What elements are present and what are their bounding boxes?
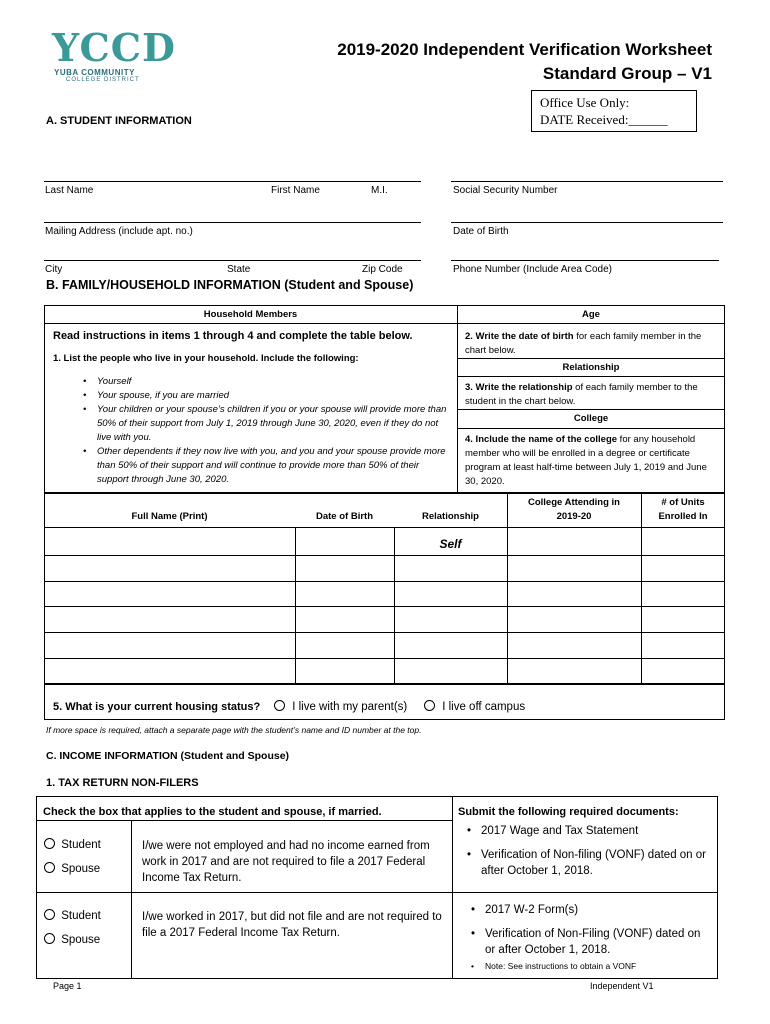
section-a-heading: A. STUDENT INFORMATION	[46, 115, 192, 127]
row2-left-line	[44, 222, 421, 223]
row1-documents	[481, 823, 713, 879]
office-use-label: Office Use Only:	[540, 95, 630, 110]
bullet-children: • Your children or your spouse’s children if you or your spouse will provide more than 50% of their support from July 1, 2019 through June 30, 2020, even if they do not live with you.	[97, 403, 453, 445]
radio-live-off-campus[interactable]	[424, 700, 435, 711]
housing-option-off-campus[interactable]	[424, 700, 525, 713]
row2-right-line	[451, 222, 723, 223]
table-row[interactable]	[45, 556, 725, 581]
table-row[interactable]	[45, 607, 725, 632]
instructions-main: Read instructions in items 1 through 4 and complete the table below.	[53, 330, 413, 342]
income-col-divider-1	[131, 820, 132, 979]
relationship-header: Relationship	[562, 362, 620, 373]
mi-label: M.I.	[371, 185, 388, 196]
first-name-label: First Name	[271, 185, 320, 196]
income-right-header: Submit the following required documents:	[458, 806, 679, 818]
city-label: City	[45, 264, 63, 275]
dob-label: Date of Birth	[453, 226, 509, 237]
logo-line2: COLLEGE DISTRICT	[66, 77, 140, 83]
instructions-divider	[457, 305, 458, 493]
radio-row1-student[interactable]	[44, 838, 55, 849]
more-space-note: If more space is required, attach a separate page with the student’s name and ID number at the top.	[46, 725, 422, 735]
radio-row2-student[interactable]	[44, 909, 55, 920]
college-logo	[52, 25, 192, 90]
row3-right-line	[451, 260, 719, 261]
item4-rest: for any household member who will be enrolled in a degree or certificate program at least half-time between July 1, 2019 and June 30, 2020.	[465, 434, 707, 487]
section-b-heading: B. FAMILY/HOUSEHOLD INFORMATION (Student and Spouse)	[46, 278, 414, 292]
tax-non-filers-heading: 1. TAX RETURN NON-FILERS	[46, 777, 199, 789]
table-row[interactable]	[45, 659, 725, 684]
mailing-address-label: Mailing Address (include apt. no.)	[45, 226, 193, 237]
row2-doc-note: • Note: See instructions to obtain a VONF	[485, 960, 713, 972]
household-bullets	[97, 375, 453, 487]
zip-label: Zip Code	[362, 264, 403, 275]
household-members-header: Household Members	[203, 309, 298, 320]
row1-student-option[interactable]	[44, 838, 101, 851]
row3-left-line	[44, 260, 421, 261]
income-col-divider-2	[452, 796, 453, 979]
radio-live-with-parents[interactable]	[274, 700, 285, 711]
row1-doc-2: • Verification of Non-filing (VONF) dated on or after October 1, 2018.	[481, 847, 713, 879]
radio-row2-spouse[interactable]	[44, 933, 55, 944]
row2-description: I/we worked in 2017, but did not file and are not required to file a 2017 Federal Income Tax Return.	[142, 911, 442, 939]
row2-documents	[485, 902, 713, 972]
radio-row1-spouse[interactable]	[44, 862, 55, 873]
row2-spouse-option[interactable]	[44, 933, 100, 946]
age-header: Age	[582, 309, 600, 320]
col-header-college: College Attending in 2019-20	[527, 497, 620, 522]
phone-label: Phone Number (Include Area Code)	[453, 264, 612, 275]
page-title-line1: 2019-2020 Independent Verification Worksheet	[337, 40, 712, 59]
bullet-other-dependents: • Other dependents if they now live with you, and you and your spouse provide more than 50% of their support and will continue to provide more than 50% of their support through June 30, 2020.	[97, 445, 453, 487]
item2-rest: for each family member in the chart below.	[465, 331, 702, 356]
table-row[interactable]	[45, 582, 725, 606]
income-row-divider	[36, 892, 718, 893]
college-header-top-line	[457, 409, 725, 410]
housing-option-parents[interactable]	[274, 700, 407, 713]
income-header-line	[36, 820, 452, 821]
row1-left-line	[44, 181, 421, 182]
version-label: Independent V1	[590, 981, 654, 991]
row2-student-option[interactable]	[44, 909, 101, 922]
bullet-spouse: • Your spouse, if you are married	[97, 389, 453, 403]
last-name-label: Last Name	[45, 185, 94, 196]
income-left-header: Check the box that applies to the student and spouse, if married.	[43, 806, 382, 818]
row1-description: I/we were not employed and had no income earned from work in 2017 and are not required to file a 2017 Federal Income Tax Return.	[142, 840, 430, 884]
item3-bold: 3. Write the relationship	[465, 382, 573, 393]
date-received-label: DATE Received:______	[540, 112, 668, 127]
relationship-header-bottom-line	[457, 376, 725, 377]
section-c-heading: C. INCOME INFORMATION (Student and Spouse)	[46, 750, 290, 762]
page-number: Page 1	[53, 981, 82, 991]
page-title-line2: Standard Group – V1	[542, 64, 712, 83]
state-label: State	[227, 264, 251, 275]
col-header-relationship: Relationship	[421, 511, 479, 522]
housing-question: 5. What is your current housing status?	[53, 701, 261, 713]
housing-option2-label: I live off campus	[442, 701, 526, 713]
college-header: College	[573, 413, 609, 424]
item2-text	[465, 330, 715, 358]
row2-student-label: Student	[61, 910, 101, 922]
row1-doc-1: • 2017 Wage and Tax Statement	[481, 823, 713, 839]
office-use-box	[531, 90, 697, 132]
col-header-dob: Date of Birth	[316, 511, 373, 522]
item2-bold: 2. Write the date of birth	[465, 331, 574, 342]
col-header-full-name: Full Name (Print)	[131, 511, 208, 522]
logo-letters: YCCD	[52, 25, 176, 70]
item4-text	[465, 433, 717, 489]
instructions-header-line	[44, 323, 725, 324]
table-row[interactable]	[45, 528, 725, 555]
row1-spouse-label: Spouse	[61, 863, 101, 875]
ssn-label: Social Security Number	[453, 185, 558, 196]
housing-option1-label: I live with my parent(s)	[292, 701, 408, 713]
row2-doc-1: • 2017 W-2 Form(s)	[485, 902, 713, 918]
item3-text	[465, 381, 715, 409]
college-header-bottom-line	[457, 428, 725, 429]
row1-right-line	[451, 181, 723, 182]
row1-spouse-option[interactable]	[44, 862, 100, 875]
item3-rest: of each family member to the student in the chart below.	[465, 382, 698, 407]
row2-doc-2: • Verification of Non-Filing (VONF) dated on or after October 1, 2018.	[485, 926, 713, 958]
item4-bold: 4. Include the name of the college	[465, 434, 618, 445]
self-relationship-value: Self	[439, 537, 462, 551]
table-row[interactable]	[45, 633, 725, 658]
col-header-units: # of Units Enrolled In	[658, 497, 708, 522]
bullet-yourself: • Yourself	[97, 375, 453, 389]
item1-text: 1. List the people who live in your household. Include the following:	[53, 353, 359, 364]
row2-spouse-label: Spouse	[61, 934, 101, 946]
row1-student-label: Student	[61, 839, 101, 851]
logo-line1: YUBA COMMUNITY	[54, 68, 135, 77]
relationship-header-top-line	[457, 358, 725, 359]
